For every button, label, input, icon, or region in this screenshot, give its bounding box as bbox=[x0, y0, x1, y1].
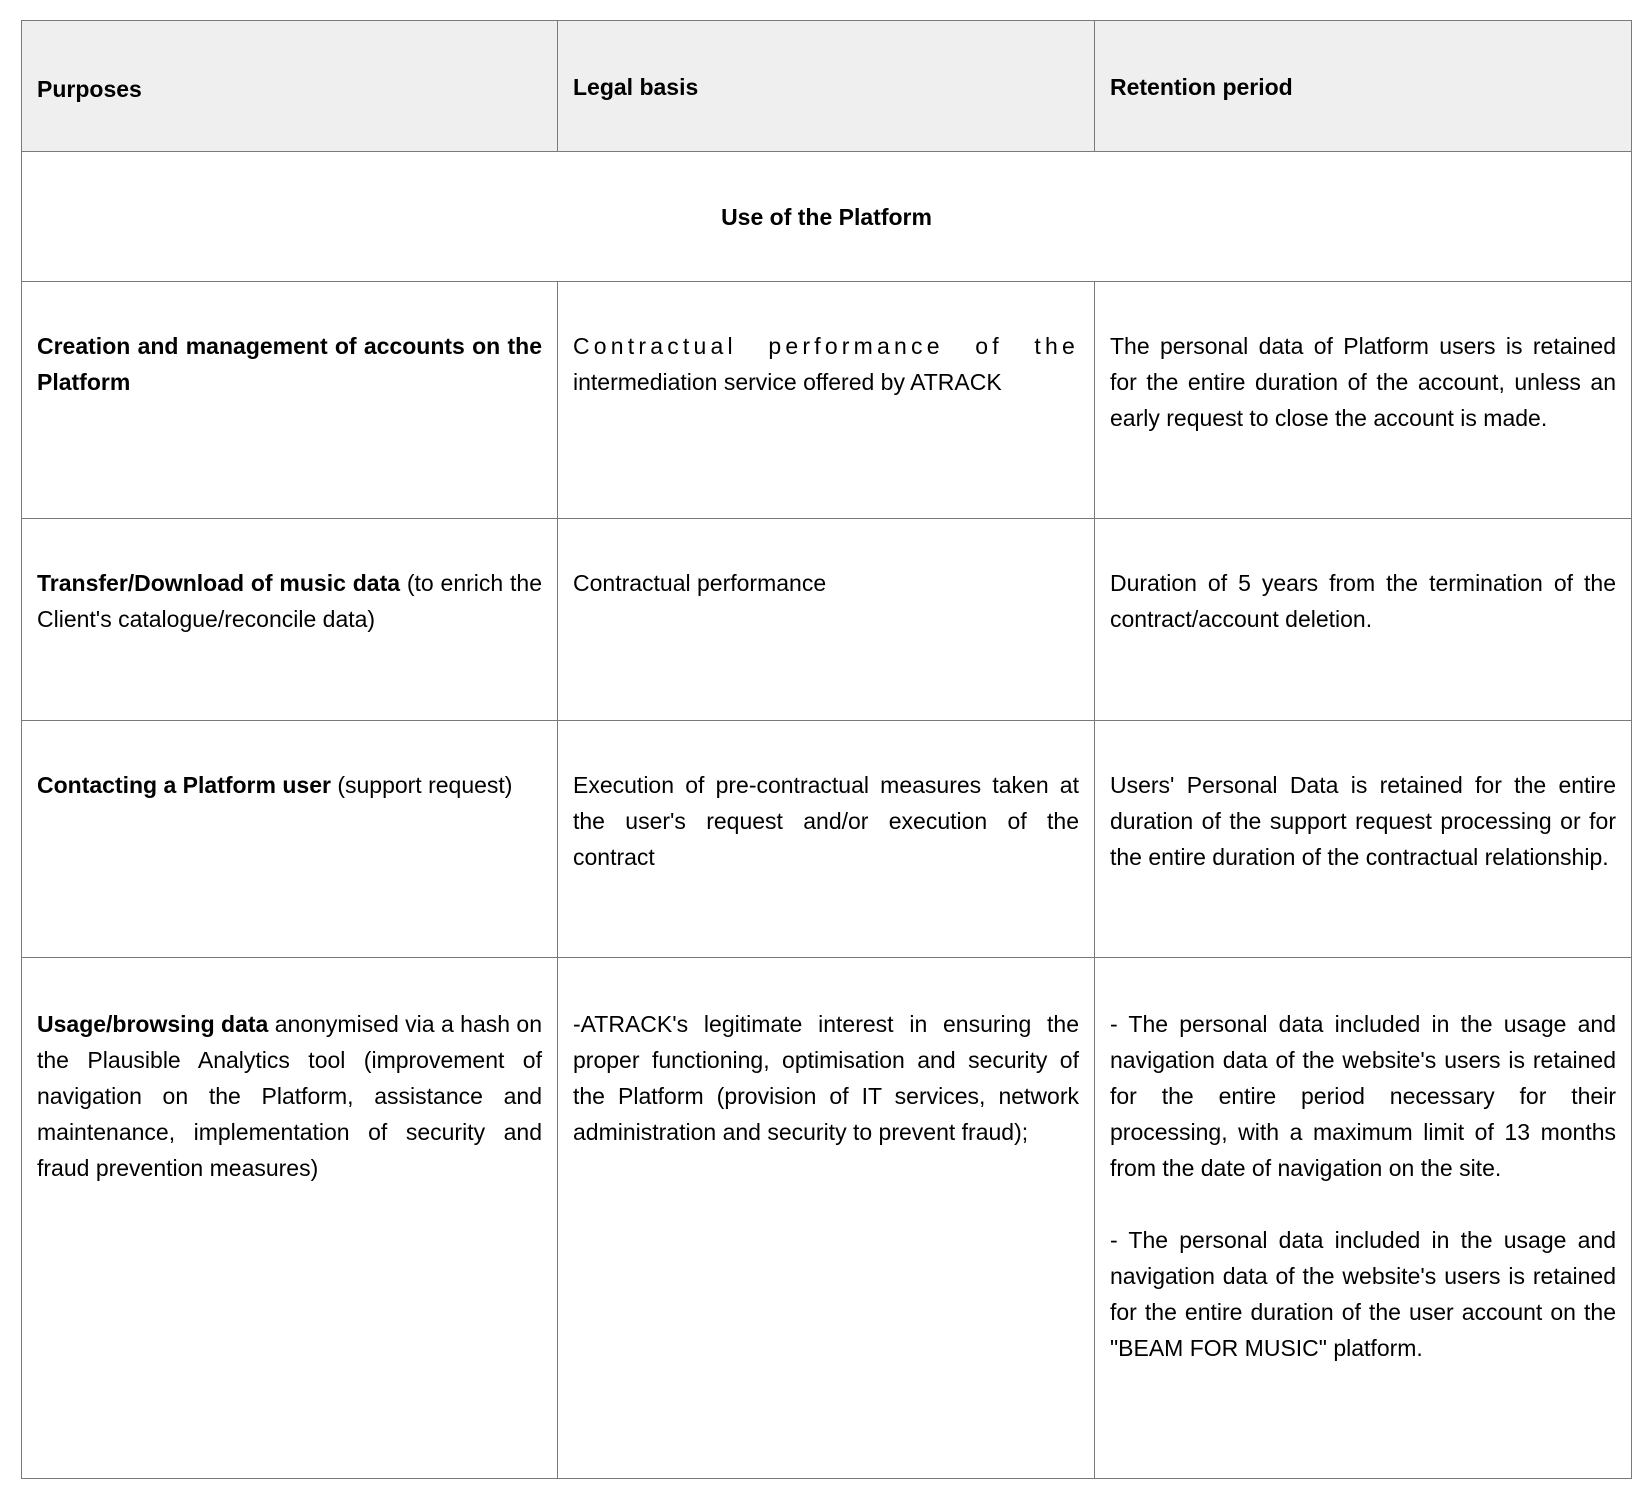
retention-text: The personal data of Platform users is retained for the entire duration of the account, unless an early request to close the account is made. bbox=[1110, 333, 1616, 431]
legal-basis-cell bbox=[558, 519, 1095, 721]
purpose-cell bbox=[22, 282, 558, 519]
purpose-cell bbox=[22, 958, 558, 1479]
retention-cell bbox=[1095, 282, 1632, 519]
header-purposes: Purposes bbox=[22, 21, 558, 152]
purpose-detail: (to enrich the Client's catalogue/reconcile data) bbox=[37, 570, 542, 632]
legal-basis-cell bbox=[558, 282, 1095, 519]
section-title: Use of the Platform bbox=[22, 152, 1632, 282]
legal-basis-text: Contractual performance bbox=[573, 570, 827, 596]
purpose-title: Creation and management of accounts on the Platform bbox=[37, 333, 542, 395]
retention-text: - The personal data included in the usage and navigation data of the website's users is retained for the entire period necessary for their processing, with a maximum limit of 13 months from the date of navigation on the site. bbox=[1110, 1011, 1616, 1181]
section-row bbox=[22, 152, 1632, 282]
retention-text: - The personal data included in the usage and navigation data of the website's users is retained for the entire duration of the user account on the "BEAM FOR MUSIC" platform. bbox=[1110, 1227, 1616, 1361]
retention-cell bbox=[1095, 721, 1632, 958]
legal-basis-text: -ATRACK's legitimate interest in ensuring the proper functioning, optimisation and security of the Platform (provision of IT services, network administration and security to prevent fraud); bbox=[573, 1011, 1079, 1145]
purpose-title: Contacting a Platform user bbox=[37, 772, 331, 798]
data-processing-table bbox=[21, 20, 1632, 1479]
purpose-title: Transfer/Download of music data bbox=[37, 570, 401, 596]
retention-text: Duration of 5 years from the termination of the contract/account deletion. bbox=[1110, 570, 1616, 632]
header-legal-basis: Legal basis bbox=[558, 21, 1095, 152]
purpose-title: Usage/browsing data bbox=[37, 1011, 269, 1037]
table-header-row bbox=[22, 21, 1632, 152]
retention-cell bbox=[1095, 958, 1632, 1479]
purpose-detail: anonymised via a hash on the Plausible Analytics tool (improvement of navigation on the Platform, assistance and maintenance, implementation of security and fraud prevention measures) bbox=[37, 1011, 543, 1181]
legal-basis-text-line1: Contractual performance of the bbox=[573, 333, 1079, 359]
legal-basis-text: Execution of pre-contractual measures taken at the user's request and/or execution of the contract bbox=[573, 772, 1079, 870]
table-row bbox=[22, 282, 1632, 519]
purpose-cell bbox=[22, 721, 558, 958]
table-row bbox=[22, 519, 1632, 721]
retention-text: Users' Personal Data is retained for the entire duration of the support request processing or for the entire duration of the contractual relationship. bbox=[1110, 772, 1616, 870]
table-row bbox=[22, 958, 1632, 1479]
purpose-cell bbox=[22, 519, 558, 721]
legal-basis-cell bbox=[558, 721, 1095, 958]
table-row bbox=[22, 721, 1632, 958]
purpose-detail: (support request) bbox=[330, 772, 513, 798]
header-retention-period: Retention period bbox=[1095, 21, 1632, 152]
retention-cell bbox=[1095, 519, 1632, 721]
legal-basis-cell bbox=[558, 958, 1095, 1479]
legal-basis-text-line2: intermediation service offered by ATRACK bbox=[573, 369, 1002, 395]
